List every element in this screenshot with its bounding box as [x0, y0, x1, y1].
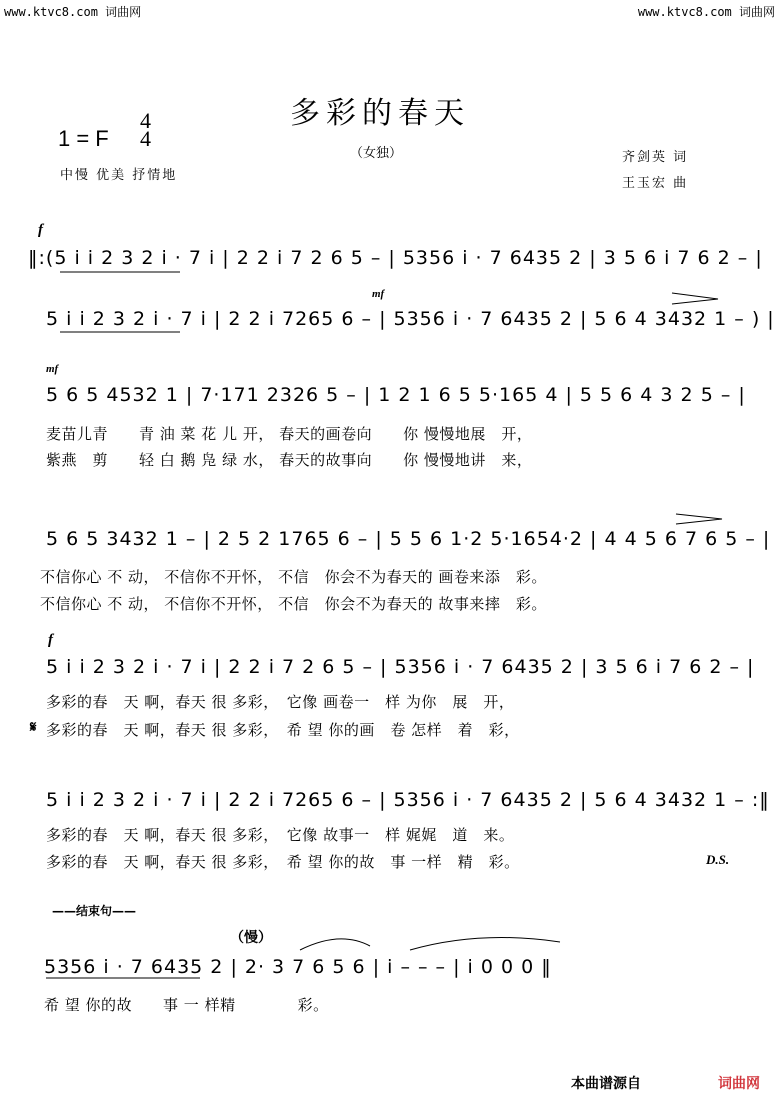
tie-slur — [410, 938, 560, 951]
lyric-line: 多彩的春 天 啊，春天 很 多彩， 它像 故事一 样 娓娓 道 来。 — [46, 826, 515, 844]
segno-icon: 𝄋 — [30, 718, 37, 736]
lyric-line: 多彩的春 天 啊，春天 很 多彩， 它像 画卷一 样 为你 展 开， — [46, 693, 515, 711]
dynamic-forte: f — [38, 222, 43, 238]
tempo-marking: 中慢 优美 抒情地 — [60, 168, 178, 183]
song-title: 多彩的春天 — [290, 96, 470, 131]
dynamic-mezzo-forte: mf — [372, 288, 385, 300]
lyric-line: 紫燕 剪 轻 白 鹅 凫 绿 水， 春天的故事向 你 慢慢地讲 来， — [46, 451, 533, 469]
key-signature: 1 = F — [58, 126, 109, 151]
lyric-line: 不信你心 不 动， 不信你不开怀， 不信 你会不为春天的 故事来摔 彩。 — [40, 595, 547, 613]
time-signature — [140, 108, 151, 151]
lyric-line: 多彩的春 天 啊，春天 很 多彩， 希 望 你的故 事 一样 精 彩。 — [46, 853, 520, 871]
time-sig-top: 4 — [140, 108, 151, 133]
phrase-slur — [300, 939, 370, 950]
lyricist-credit: 齐剑英 词 — [622, 150, 689, 165]
lyric-line: 希 望 你的故 事 一 样精 彩。 — [44, 996, 329, 1014]
dynamic-forte: f — [48, 632, 53, 648]
tempo-slow-mark: （慢） — [230, 930, 272, 946]
notation-line-2: 5 i i 2 3 2 i · 7 i | 2 2 i 7265 6 – | 5356 i · 7 6435 2 | 5 6 4 3432 1 – ) | — [46, 308, 775, 330]
composer-credit: 王玉宏 曲 — [622, 176, 689, 191]
notation-line-3: 5 6 5 4532 1 | 7·171 2326 5 – | 1 2 1 6 5 5·165 4 | 5 5 6 4 3 2 5 – | — [46, 384, 746, 406]
time-sig-bottom: 4 — [140, 126, 151, 151]
decrescendo-hairpin — [676, 514, 722, 524]
site-watermark-right: www.ktvc8.com 词曲网 — [637, 5, 775, 19]
notation-line-7: 5356 i · 7 6435 2 | 2· 3 7 6 5 6 | i – – – | i 0 0 0 ‖ — [44, 956, 552, 978]
ending-label: ——结束句—— — [52, 904, 137, 918]
site-logo: 词曲网 — [718, 1076, 760, 1092]
song-subtitle: （女独） — [350, 146, 403, 161]
notation-line-4: 5 6 5 3432 1 – | 2 5 2 1765 6 – | 5 5 6 1·2 5·1654·2 | 4 4 5 6 7 6 5 – | — [46, 528, 771, 550]
notation-line-6: 5 i i 2 3 2 i · 7 i | 2 2 i 7265 6 – | 5356 i · 7 6435 2 | 5 6 4 3432 1 – :‖ — [46, 789, 770, 811]
dal-segno-mark: D.S. — [706, 852, 730, 867]
dynamic-mezzo-forte: mf — [46, 363, 59, 375]
source-text: 本曲谱源自 — [571, 1076, 641, 1092]
lyric-line: 多彩的春 天 啊，春天 很 多彩， 希 望 你的画 卷 怎样 着 彩， — [46, 721, 520, 739]
decrescendo-hairpin — [672, 293, 718, 304]
lyric-line: 不信你心 不 动， 不信你不开怀， 不信 你会不为春天的 画卷来添 彩。 — [40, 568, 547, 586]
notation-line-5: 5 i i 2 3 2 i · 7 i | 2 2 i 7 2 6 5 – | 5356 i · 7 6435 2 | 3 5 6 i 7 6 2 – | — [46, 656, 755, 678]
lyric-line: 麦苗儿青 青 油 菜 花 儿 开， 春天的画卷向 你 慢慢地展 开， — [46, 425, 533, 443]
notation-line-1: ‖:(5 i i 2 3 2 i · 7 i | 2 2 i 7 2 6 5 – | 5356 i · 7 6435 2 | 3 5 6 i 7 6 2 – | — [28, 247, 763, 269]
site-watermark-left: www.ktvc8.com 词曲网 — [4, 5, 142, 19]
